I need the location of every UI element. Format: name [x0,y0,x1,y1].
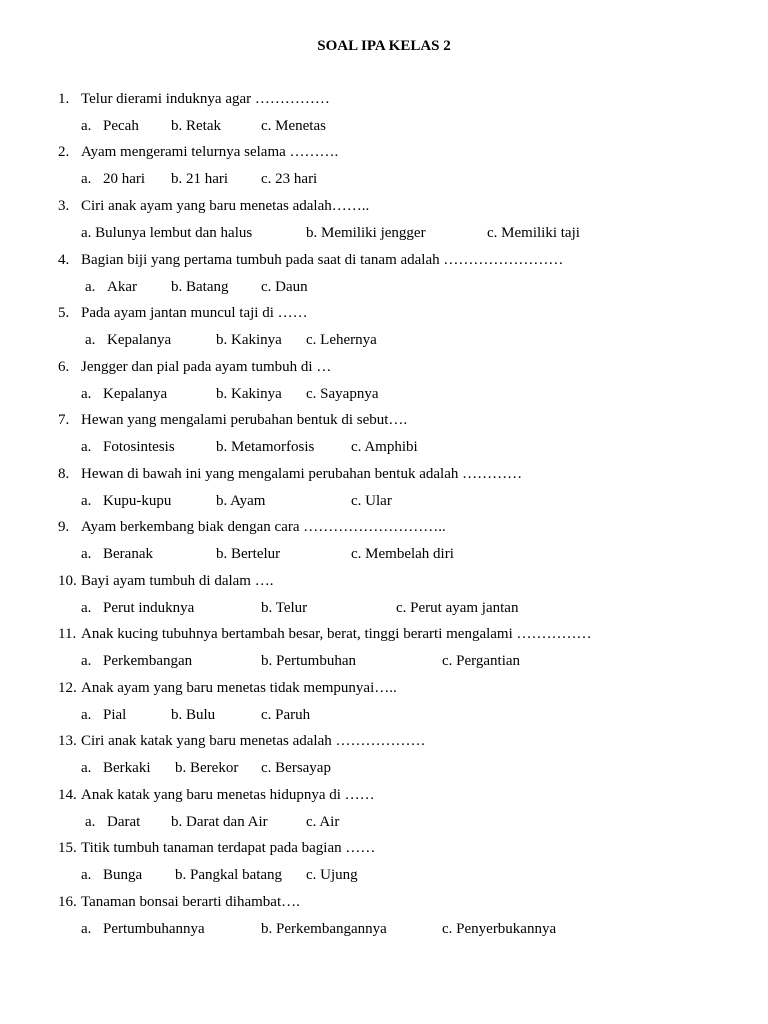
option-c: c. Perut ayam jantan [396,600,519,616]
question-item [0,410,768,430]
question-text: Ciri anak katak yang baru menetas adalah ……………… [81,733,426,749]
option-a: Beranak [103,546,153,562]
option-b: b. 21 hari [171,171,229,187]
question-item [0,357,768,377]
option-a: a. Bulunya lembut dan halus [81,225,253,241]
option-b: b. Berekor [175,760,239,776]
question-text: Jengger dan pial pada ayam tumbuh di … [81,359,332,375]
question-item [0,196,768,216]
option-b: b. Perkembangannya [261,921,387,937]
answer-options [0,491,768,511]
question-text: Anak kucing tubuhnya bertambah besar, berat, tinggi berarti mengalami …………… [81,626,592,642]
option-c: c. Ujung [306,867,358,883]
question-number: 1. [58,91,70,107]
answer-options [0,919,768,939]
question-number: 4. [58,252,70,268]
option-a: Pial [103,707,127,723]
question-number: 3. [58,198,70,214]
option-c: c. 23 hari [261,171,318,187]
option-b: b. Kakinya [216,332,282,348]
question-text: Titik tumbuh tanaman terdapat pada bagian …… [81,840,376,856]
option-a-letter: a. [85,814,96,830]
question-item [0,624,768,644]
question-text: Pada ayam jantan muncul taji di …… [81,305,308,321]
answer-options [0,544,768,564]
question-item [0,678,768,698]
answer-options [0,865,768,885]
answer-options [0,384,768,404]
option-b: b. Metamorfosis [216,439,315,455]
option-c: c. Amphibi [351,439,418,455]
option-a: Perkembangan [103,653,193,669]
option-a: Bunga [103,867,143,883]
question-number: 5. [58,305,70,321]
question-number: 12. [58,680,77,696]
option-c: c. Ular [351,493,392,509]
option-b: b. Batang [171,279,229,295]
question-number: 7. [58,412,70,428]
question-number: 10. [58,573,77,589]
option-a: Darat [107,814,141,830]
answer-options [0,758,768,778]
question-item [0,517,768,537]
question-item [0,250,768,270]
option-c: c. Lehernya [306,332,377,348]
option-a-letter: a. [81,171,92,187]
answer-options [0,437,768,457]
question-text: Ciri anak ayam yang baru menetas adalah…….. [81,198,370,214]
question-text: Telur dierami induknya agar …………… [81,91,330,107]
option-a-letter: a. [81,546,92,562]
question-text: Hewan di bawah ini yang mengalami perubahan bentuk adalah ………… [81,466,523,482]
question-text: Ayam mengerami telurnya selama ………. [81,144,339,160]
option-a-letter: a. [81,493,92,509]
option-a-letter: a. [81,921,92,937]
answer-options [0,116,768,136]
question-number: 8. [58,466,70,482]
option-a: Perut induknya [103,600,195,616]
question-number: 11. [58,626,77,642]
question-number: 15. [58,840,77,856]
option-c: c. Paruh [261,707,311,723]
option-a-letter: a. [81,867,92,883]
option-a-letter: a. [81,386,92,402]
question-number: 13. [58,733,77,749]
answer-options [0,277,768,297]
question-number: 2. [58,144,70,160]
question-text: Bagian biji yang pertama tumbuh pada saat di tanam adalah …………………… [81,252,564,268]
question-item [0,892,768,912]
question-text: Anak katak yang baru menetas hidupnya di …… [81,787,375,803]
option-b: b. Pangkal batang [175,867,283,883]
option-b: b. Telur [261,600,308,616]
option-b: b. Bulu [171,707,216,723]
option-c: c. Bersayap [261,760,331,776]
question-item [0,571,768,591]
option-a-letter: a. [81,653,92,669]
question-text: Hewan yang mengalami perubahan bentuk di sebut…. [81,412,408,428]
question-item [0,731,768,751]
option-a: Pecah [103,118,139,134]
option-c: c. Menetas [261,118,326,134]
option-a-letter: a. [81,707,92,723]
question-text: Bayi ayam tumbuh di dalam …. [81,573,274,589]
option-c: c. Memiliki taji [487,225,580,241]
option-a: Kupu-kupu [103,493,172,509]
answer-options [0,705,768,725]
option-a: Kepalanya [107,332,172,348]
option-b: b. Retak [171,118,221,134]
question-text: Anak ayam yang baru menetas tidak mempunyai….. [81,680,397,696]
question-text: Tanaman bonsai berarti dihambat…. [81,894,300,910]
option-b: b. Bertelur [216,546,281,562]
option-b: b. Kakinya [216,386,282,402]
question-item [0,785,768,805]
question-item [0,464,768,484]
option-b: b. Pertumbuhan [261,653,356,669]
option-a: Pertumbuhannya [103,921,205,937]
answer-options [0,330,768,350]
question-text: Ayam berkembang biak dengan cara ……………………….. [81,519,446,535]
answer-options [0,169,768,189]
option-b: b. Memiliki jengger [306,225,426,241]
option-c: c. Penyerbukannya [442,921,557,937]
question-number: 6. [58,359,70,375]
answer-options [0,812,768,832]
option-a-letter: a. [85,279,96,295]
option-a: 20 hari [103,171,146,187]
answer-options [0,223,768,243]
option-c: c. Sayapnya [306,386,379,402]
option-c: c. Air [306,814,340,830]
page-title: SOAL IPA KELAS 2 [317,38,451,54]
option-a-letter: a. [81,118,92,134]
question-item [0,89,768,109]
option-c: c. Pergantian [442,653,521,669]
question-number: 14. [58,787,77,803]
option-a-letter: a. [81,439,92,455]
question-number: 16. [58,894,77,910]
option-a: Kepalanya [103,386,168,402]
question-number: 9. [58,519,70,535]
option-c: c. Membelah diri [351,546,454,562]
option-a-letter: a. [81,760,92,776]
question-item [0,303,768,323]
option-a-letter: a. [81,600,92,616]
question-item [0,142,768,162]
option-a-letter: a. [85,332,96,348]
option-b: b. Darat dan Air [171,814,268,830]
option-a: Akar [107,279,137,295]
option-a: Berkaki [103,760,151,776]
question-item [0,838,768,858]
answer-options [0,651,768,671]
option-a: Fotosintesis [103,439,175,455]
option-c: c. Daun [261,279,308,295]
answer-options [0,598,768,618]
option-b: b. Ayam [216,493,266,509]
